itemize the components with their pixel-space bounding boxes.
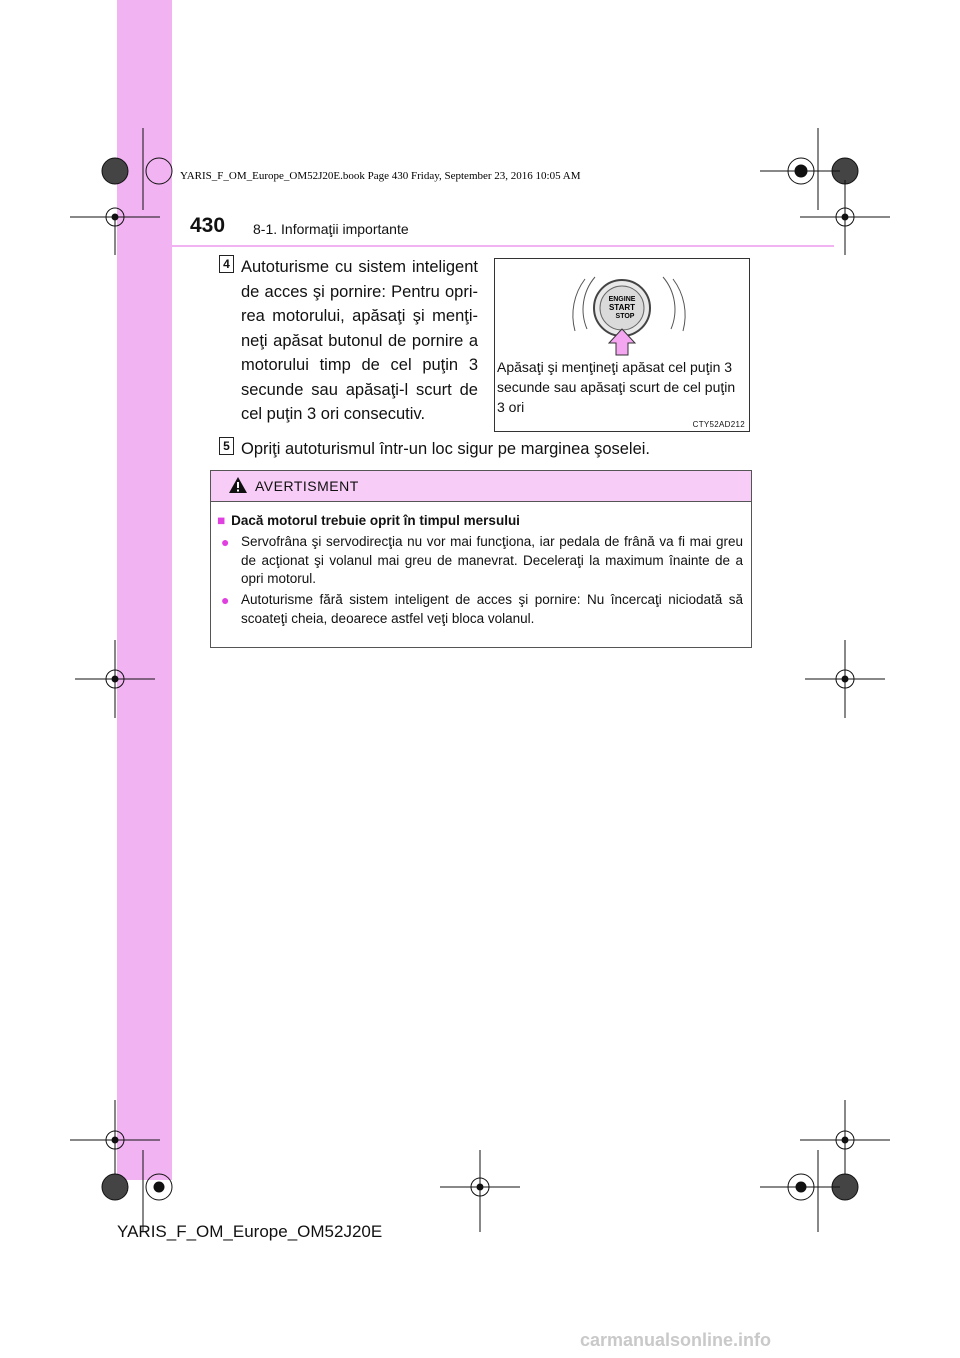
book-meta-line: YARIS_F_OM_Europe_OM52J20E.book Page 430 Friday, September 23, 2016 10:05 AM [180, 170, 581, 182]
figure-caption: Apăsaţi şi menţineţi apăsat cel puţin 3 secunde sau apăsaţi scurt de cel puţin 3 ori [497, 359, 736, 415]
warning-triangle-icon [228, 476, 248, 494]
warning-bullet [221, 533, 743, 589]
bullet-dot-icon: ● [221, 592, 230, 608]
step-number-box: 5 [219, 437, 234, 455]
square-bullet-icon: ■ [217, 513, 226, 528]
warning-subtitle-row [217, 513, 520, 528]
engine-start-stop-button-illustration [495, 259, 749, 359]
warning-bullet-text: Servofrâna şi servodirecţia nu vor mai funcţiona, iar pedala de frână va fi mai greu de acţionat şi volanul mai greu de manevrat. Deceleraţi la maximum înainte de a opri motorul. [241, 534, 743, 586]
warning-title: AVERTISMENT [255, 478, 359, 494]
button-line-stop: STOP [615, 313, 635, 320]
site-watermark: carmanualsonline.info [580, 1330, 772, 1350]
header-divider [120, 245, 834, 247]
warning-box [210, 470, 752, 648]
step-text: Opriţi autoturismul într-un loc sigur pe marginea şoselei. [241, 440, 651, 458]
page-number: 430 [190, 214, 226, 237]
engine-button-figure [494, 258, 750, 432]
bullet-dot-icon: ● [221, 534, 230, 550]
warning-bullet [221, 591, 743, 628]
warning-bullet-text: Autoturisme fără sistem inteligent de acces şi pornire: Nu încercaţi niciodată să scoateţi cheia, deoarece astfel veţi bloca volanul. [241, 592, 743, 626]
button-line-engine: ENGINE [608, 296, 636, 303]
step-number-box: 4 [219, 255, 234, 273]
figure-code: CTY52AD212 [692, 420, 745, 429]
step-text: Autoturisme cu sistem inteligent de acces şi pornire: Pentru oprirea motorului, apăsaţi şi menţineţi apăsat butonul de pornire a motorului timp de cel puţin 3 secunde sau apăsaţi-l scurt de cel puţin 3 ori consecutiv. [241, 258, 478, 423]
section-title: 8-1. Informaţii importante [253, 221, 409, 237]
warning-subtitle: Dacă motorul trebuie oprit în timpul mersului [231, 513, 520, 528]
footer-model-code: YARIS_F_OM_Europe_OM52J20E [117, 1222, 383, 1241]
warning-header [211, 471, 751, 502]
button-line-start: START [608, 303, 636, 312]
